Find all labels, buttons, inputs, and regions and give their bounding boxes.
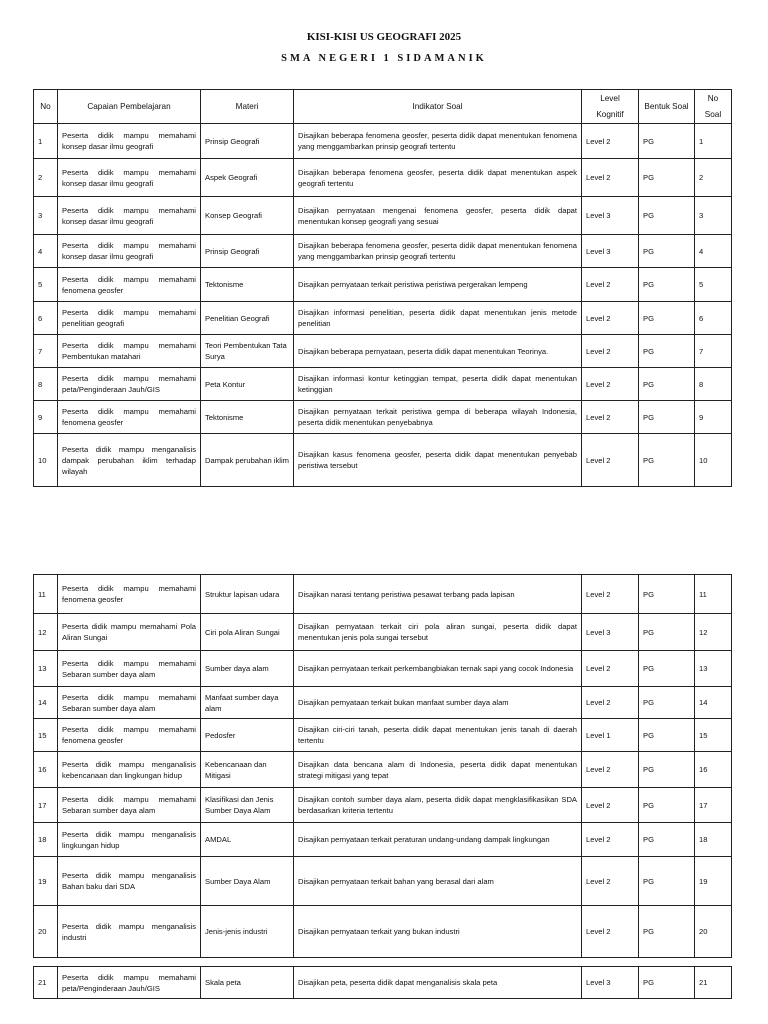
cell-capaian: Peserta didik mampu menganalisis Bahan baku dari SDA [58, 857, 201, 906]
cell-materi: Prinsip Geografi [201, 124, 294, 159]
cell-no: 4 [34, 235, 58, 268]
cell-capaian: Peserta didik mampu memahami Sebaran sumber daya alam [58, 651, 201, 687]
cell-level: Level 3 [582, 614, 639, 651]
cell-no-soal: 14 [695, 687, 732, 719]
cell-capaian: Peserta didik mampu memahami Pembentukan matahari [58, 335, 201, 368]
cell-indikator: Disajikan beberapa fenomena geosfer, peserta didik dapat menentukan fenomena yang menggambarkan prinsip geografi tertentu [294, 235, 582, 268]
cell-indikator: Disajikan pernyataan terkait peristiwa peristiwa pergerakan lempeng [294, 268, 582, 302]
cell-level: Level 2 [582, 906, 639, 958]
cell-level: Level 2 [582, 752, 639, 788]
cell-bentuk: PG [639, 823, 695, 857]
cell-level: Level 2 [582, 651, 639, 687]
cell-bentuk: PG [639, 752, 695, 788]
table-row [34, 614, 732, 651]
table-row [34, 752, 732, 788]
cell-materi: Skala peta [201, 967, 294, 999]
header-indikator: Indikator Soal [294, 90, 582, 124]
header-bentuk: Bentuk Soal [639, 90, 695, 124]
table-header-row [34, 90, 732, 124]
cell-level: Level 2 [582, 823, 639, 857]
cell-materi: Sumber Daya Alam [201, 857, 294, 906]
cell-capaian: Peserta didik mampu memahami konsep dasar ilmu geografi [58, 197, 201, 235]
cell-materi: Sumber daya alam [201, 651, 294, 687]
table-row [34, 651, 732, 687]
cell-bentuk: PG [639, 788, 695, 823]
header-no: No [34, 90, 58, 124]
cell-capaian: Peserta didik mampu memahami Pola Aliran Sungai [58, 614, 201, 651]
cell-indikator: Disajikan informasi kontur ketinggian tempat, peserta didik dapat menentukan ketinggian [294, 368, 582, 401]
cell-level: Level 2 [582, 368, 639, 401]
table-row [34, 857, 732, 906]
cell-level: Level 2 [582, 575, 639, 614]
cell-materi: Peta Kontur [201, 368, 294, 401]
cell-capaian: Peserta didik mampu memahami peta/Penginderaan Jauh/GIS [58, 368, 201, 401]
cell-no-soal: 11 [695, 575, 732, 614]
header-level: Level Kognitif [582, 90, 639, 124]
cell-materi: Aspek Geografi [201, 159, 294, 197]
cell-indikator: Disajikan pernyataan terkait yang bukan industri [294, 906, 582, 958]
cell-indikator: Disajikan ciri-ciri tanah, peserta didik dapat menentukan jenis tanah di daerah tertentu [294, 719, 582, 752]
cell-indikator: Disajikan beberapa fenomena geosfer, peserta didik dapat menentukan fenomena yang menggambarkan prinsip geografi tertentu [294, 124, 582, 159]
cell-materi: Tektonisme [201, 401, 294, 434]
cell-no: 19 [34, 857, 58, 906]
cell-materi: Manfaat sumber daya alam [201, 687, 294, 719]
cell-no: 17 [34, 788, 58, 823]
kisi-kisi-table-part-2 [33, 574, 732, 958]
cell-capaian: Peserta didik mampu memahami konsep dasar ilmu geografi [58, 235, 201, 268]
cell-indikator: Disajikan narasi tentang peristiwa pesawat terbang pada lapisan [294, 575, 582, 614]
cell-indikator: Disajikan pernyataan terkait bahan yang berasal dari alam [294, 857, 582, 906]
kisi-kisi-table-part-1 [33, 89, 732, 487]
cell-materi: AMDAL [201, 823, 294, 857]
cell-no-soal: 9 [695, 401, 732, 434]
cell-materi: Klasifikasi dan Jenis Sumber Daya Alam [201, 788, 294, 823]
table-row [34, 124, 732, 159]
cell-indikator: Disajikan pernyataan terkait ciri pola aliran sungai, peserta didik dapat menentukan jenis pola sungai tersebut [294, 614, 582, 651]
table-row [34, 788, 732, 823]
cell-no-soal: 7 [695, 335, 732, 368]
table-row [34, 302, 732, 335]
cell-level: Level 3 [582, 197, 639, 235]
cell-materi: Struktur lapisan udara [201, 575, 294, 614]
cell-capaian: Peserta didik mampu memahami fenomena geosfer [58, 401, 201, 434]
cell-no-soal: 15 [695, 719, 732, 752]
cell-no: 5 [34, 268, 58, 302]
cell-indikator: Disajikan informasi penelitian, peserta didik dapat menentukan jenis metode penelitian [294, 302, 582, 335]
cell-no-soal: 1 [695, 124, 732, 159]
cell-bentuk: PG [639, 434, 695, 487]
cell-indikator: Disajikan beberapa pernyataan, peserta didik dapat menentukan Teorinya. [294, 335, 582, 368]
cell-no-soal: 5 [695, 268, 732, 302]
cell-level: Level 2 [582, 788, 639, 823]
cell-no: 9 [34, 401, 58, 434]
table-body [34, 124, 732, 487]
cell-no-soal: 13 [695, 651, 732, 687]
table-row [34, 823, 732, 857]
cell-capaian: Peserta didik mampu memahami penelitian geografi [58, 302, 201, 335]
cell-indikator: Disajikan beberapa fenomena geosfer, peserta didik dapat menentukan aspek geografi tertentu [294, 159, 582, 197]
cell-indikator: Disajikan pernyataan terkait bukan manfaat sumber daya alam [294, 687, 582, 719]
cell-level: Level 2 [582, 401, 639, 434]
cell-level: Level 3 [582, 235, 639, 268]
table-row [34, 967, 732, 999]
cell-materi: Konsep Geografi [201, 197, 294, 235]
cell-no: 15 [34, 719, 58, 752]
table-row [34, 575, 732, 614]
cell-indikator: Disajikan peta, peserta didik dapat menganalisis skala peta [294, 967, 582, 999]
cell-level: Level 2 [582, 434, 639, 487]
cell-no: 10 [34, 434, 58, 487]
cell-no: 18 [34, 823, 58, 857]
cell-materi: Teori Pembentukan Tata Surya [201, 335, 294, 368]
cell-materi: Jenis-jenis industri [201, 906, 294, 958]
cell-materi: Tektonisme [201, 268, 294, 302]
cell-no-soal: 12 [695, 614, 732, 651]
cell-no-soal: 2 [695, 159, 732, 197]
cell-indikator: Disajikan pernyataan terkait perkembangbiakan ternak sapi yang cocok Indonesia [294, 651, 582, 687]
cell-capaian: Peserta didik mampu memahami konsep dasar ilmu geografi [58, 159, 201, 197]
cell-no-soal: 17 [695, 788, 732, 823]
cell-no: 1 [34, 124, 58, 159]
cell-bentuk: PG [639, 614, 695, 651]
cell-no: 11 [34, 575, 58, 614]
cell-level: Level 2 [582, 335, 639, 368]
cell-no-soal: 10 [695, 434, 732, 487]
cell-bentuk: PG [639, 687, 695, 719]
cell-level: Level 2 [582, 268, 639, 302]
cell-level: Level 3 [582, 967, 639, 999]
cell-no-soal: 4 [695, 235, 732, 268]
cell-capaian: Peserta didik mampu memahami fenomena geosfer [58, 575, 201, 614]
cell-no-soal: 16 [695, 752, 732, 788]
cell-capaian: Peserta didik mampu memahami Sebaran sumber daya alam [58, 687, 201, 719]
cell-capaian: Peserta didik mampu menganalisis lingkungan hidup [58, 823, 201, 857]
table-row [34, 268, 732, 302]
table-row [34, 235, 732, 268]
header-no-soal: No Soal [695, 90, 732, 124]
table-row [34, 719, 732, 752]
cell-bentuk: PG [639, 124, 695, 159]
cell-no: 13 [34, 651, 58, 687]
cell-no-soal: 19 [695, 857, 732, 906]
cell-level: Level 1 [582, 719, 639, 752]
table-row [34, 368, 732, 401]
cell-no-soal: 21 [695, 967, 732, 999]
table-row [34, 197, 732, 235]
cell-no: 21 [34, 967, 58, 999]
cell-capaian: Peserta didik mampu menganalisis dampak perubahan iklim terhadap wilayah [58, 434, 201, 487]
cell-materi: Pedosfer [201, 719, 294, 752]
cell-bentuk: PG [639, 368, 695, 401]
cell-bentuk: PG [639, 335, 695, 368]
cell-bentuk: PG [639, 857, 695, 906]
document-title: KISI-KISI US GEOGRAFI 2025 [306, 31, 462, 43]
cell-no: 3 [34, 197, 58, 235]
header-materi: Materi [201, 90, 294, 124]
cell-materi: Prinsip Geografi [201, 235, 294, 268]
cell-materi: Kebencanaan dan Mitigasi [201, 752, 294, 788]
table-row [34, 401, 732, 434]
cell-no-soal: 18 [695, 823, 732, 857]
cell-materi: Penelitian Geografi [201, 302, 294, 335]
cell-bentuk: PG [639, 719, 695, 752]
cell-bentuk: PG [639, 651, 695, 687]
cell-indikator: Disajikan pernyataan mengenai fenomena geosfer, peserta didik dapat menentukan konsep geografi yang sesuai [294, 197, 582, 235]
cell-bentuk: PG [639, 197, 695, 235]
cell-bentuk: PG [639, 302, 695, 335]
cell-no-soal: 6 [695, 302, 732, 335]
table-row [34, 434, 732, 487]
table-body [34, 575, 732, 958]
cell-indikator: Disajikan pernyataan terkait peraturan undang-undang dampak lingkungan [294, 823, 582, 857]
cell-bentuk: PG [639, 906, 695, 958]
cell-no: 8 [34, 368, 58, 401]
cell-no: 16 [34, 752, 58, 788]
cell-no: 7 [34, 335, 58, 368]
cell-bentuk: PG [639, 268, 695, 302]
header-capaian: Capaian Pembelajaran [58, 90, 201, 124]
cell-capaian: Peserta didik mampu memahami fenomena geosfer [58, 719, 201, 752]
cell-no-soal: 8 [695, 368, 732, 401]
cell-indikator: Disajikan data bencana alam di Indonesia, peserta didik dapat menentukan strategi mitigasi yang tepat [294, 752, 582, 788]
cell-bentuk: PG [639, 967, 695, 999]
school-name: SMA NEGERI 1 SIDAMANIK [281, 53, 487, 64]
cell-capaian: Peserta didik mampu memahami peta/Penginderaan Jauh/GIS [58, 967, 201, 999]
table-row [34, 687, 732, 719]
cell-level: Level 2 [582, 687, 639, 719]
cell-capaian: Peserta didik mampu memahami konsep dasar ilmu geografi [58, 124, 201, 159]
cell-no: 12 [34, 614, 58, 651]
cell-level: Level 2 [582, 159, 639, 197]
cell-no: 2 [34, 159, 58, 197]
cell-materi: Ciri pola Aliran Sungai [201, 614, 294, 651]
cell-bentuk: PG [639, 575, 695, 614]
cell-indikator: Disajikan pernyataan terkait peristiwa gempa di beberapa wilayah Indonesia, peserta didik menentukan penyebabnya [294, 401, 582, 434]
cell-no-soal: 20 [695, 906, 732, 958]
kisi-kisi-table-part-3 [33, 966, 732, 999]
cell-no: 14 [34, 687, 58, 719]
cell-capaian: Peserta didik mampu memahami Sebaran sumber daya alam [58, 788, 201, 823]
cell-level: Level 2 [582, 302, 639, 335]
cell-materi: Dampak perubahan iklim [201, 434, 294, 487]
table-row [34, 335, 732, 368]
cell-level: Level 2 [582, 857, 639, 906]
cell-indikator: Disajikan kasus fenomena geosfer, peserta didik dapat menentukan penyebab peristiwa tersebut [294, 434, 582, 487]
cell-no: 20 [34, 906, 58, 958]
cell-capaian: Peserta didik mampu memahami fenomena geosfer [58, 268, 201, 302]
cell-no: 6 [34, 302, 58, 335]
cell-capaian: Peserta didik mampu menganalisis kebencanaan dan lingkungan hidup [58, 752, 201, 788]
cell-level: Level 2 [582, 124, 639, 159]
cell-no-soal: 3 [695, 197, 732, 235]
table-row [34, 159, 732, 197]
cell-indikator: Disajikan contoh sumber daya alam, peserta didik dapat mengklasifikasikan SDA berdasarkan kriteria tertentu [294, 788, 582, 823]
cell-bentuk: PG [639, 159, 695, 197]
cell-bentuk: PG [639, 401, 695, 434]
table-row [34, 906, 732, 958]
cell-capaian: Peserta didik mampu menganalisis industri [58, 906, 201, 958]
table-body [34, 967, 732, 999]
cell-bentuk: PG [639, 235, 695, 268]
